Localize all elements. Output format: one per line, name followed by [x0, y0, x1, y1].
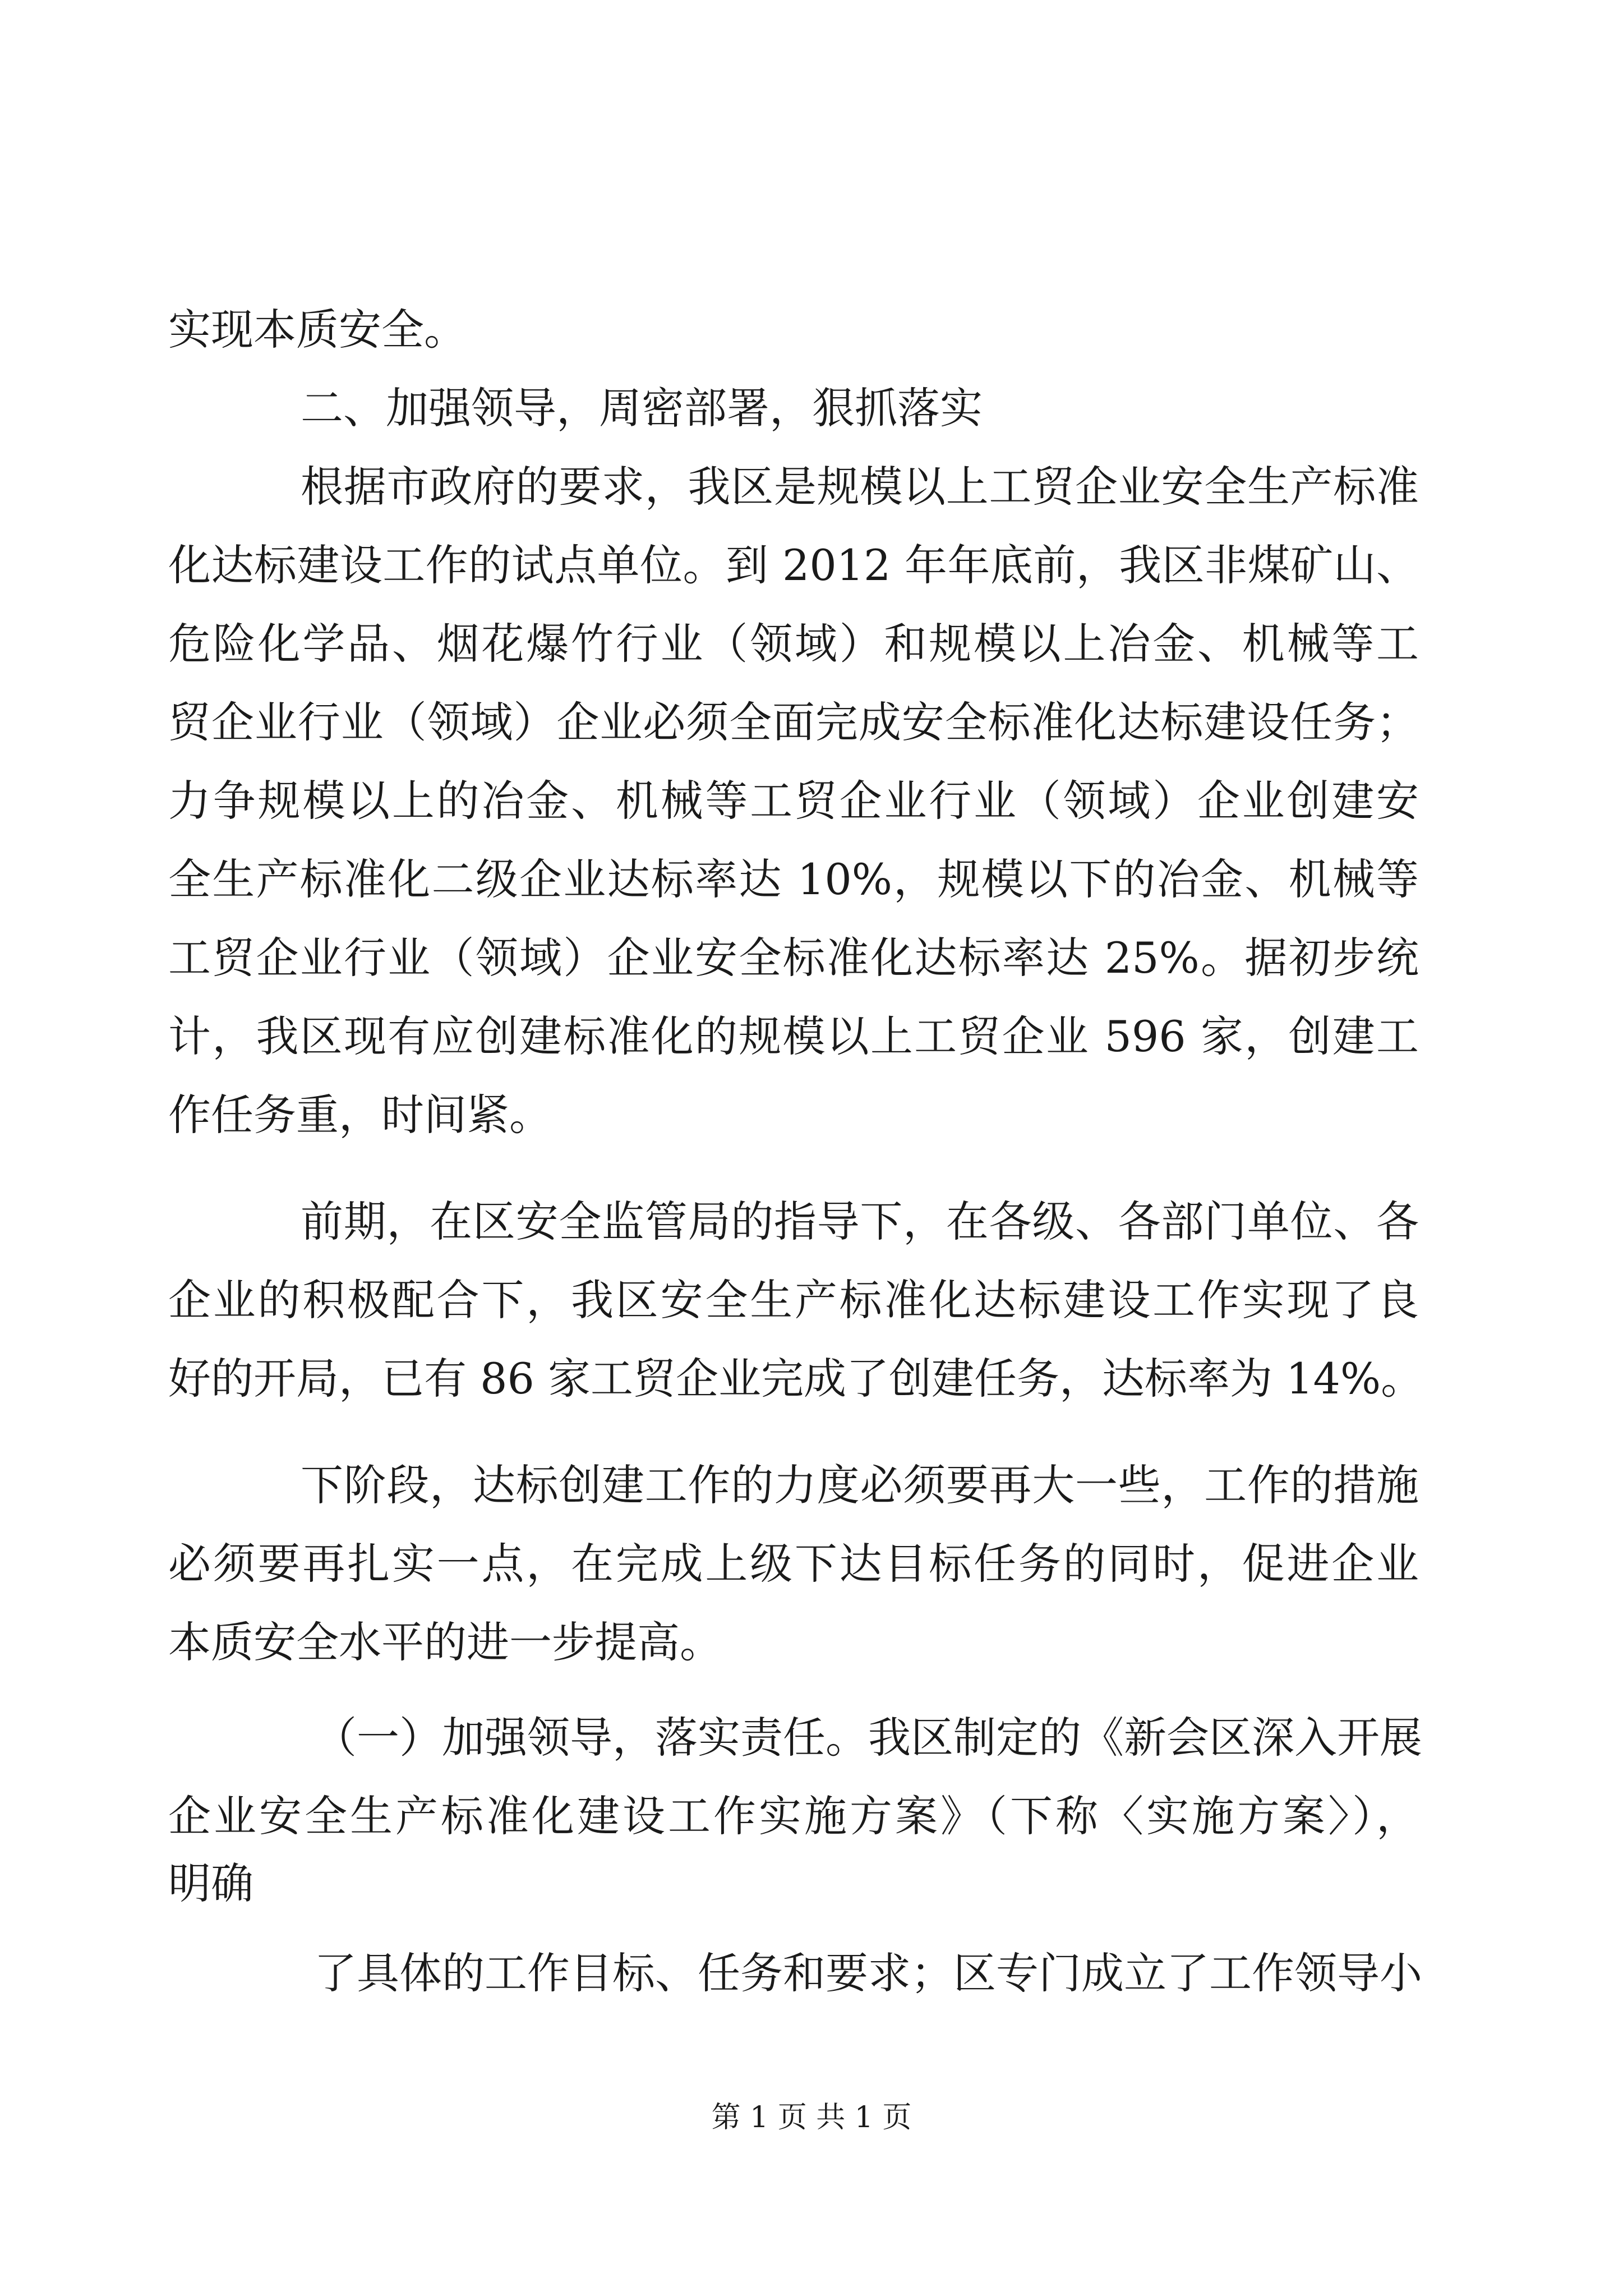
- text-line: 下阶段，达标创建工作的力度必须要再大一些，工作的措施: [301, 1460, 1419, 1510]
- subsection-line: （一）加强领导，落实责任。我区制定的《新会区深入开展: [314, 1713, 1422, 1763]
- page-number-footer: 第 1 页 共 1 页: [711, 2101, 912, 2134]
- text-line: 工贸企业行业（领域）企业安全标准化达标率达 25%。据初步统: [168, 933, 1419, 983]
- text-line: 企业的积极配合下，我区安全生产标准化达标建设工作实现了良: [168, 1275, 1419, 1325]
- text-line: 贸企业行业（领域）企业必须全面完成安全标准化达标建设任务；: [168, 697, 1419, 747]
- text-line: 计，我区现有应创建标准化的规模以上工贸企业 596 家，创建工: [168, 1011, 1419, 1061]
- text-line: 本质安全水平的进一步提高。: [168, 1617, 722, 1667]
- text-line: 必须要再扎实一点，在完成上级下达目标任务的同时，促进企业: [168, 1539, 1419, 1589]
- text-line: 好的开局，已有 86 家工贸企业完成了创建任务，达标率为 14%。: [168, 1354, 1424, 1404]
- text-line: 根据市政府的要求，我区是规模以上工贸企业安全生产标准: [301, 462, 1419, 512]
- section-heading: 二、加强领导，周密部署，狠抓落实: [301, 383, 983, 433]
- text-line: 实现本质安全。: [168, 305, 467, 355]
- text-line: 前期，在区安全监管局的指导下，在各级、各部门单位、各: [301, 1197, 1419, 1246]
- text-line: 危险化学品、烟花爆竹行业（领域）和规模以上冶金、机械等工: [168, 619, 1419, 669]
- text-line: 作任务重，时间紧。: [168, 1090, 552, 1140]
- text-line: 企业安全生产标准化建设工作实施方案》（下称〈实施方案〉），: [168, 1791, 1419, 1841]
- text-line: 化达标建设工作的试点单位。到 2012 年年底前，我区非煤矿山、: [168, 540, 1419, 590]
- text-line: 全生产标准化二级企业达标率达 10%，规模以下的冶金、机械等: [168, 854, 1419, 904]
- text-line: 明确: [168, 1858, 253, 1908]
- text-line: 力争规模以上的冶金、机械等工贸企业行业（领域）企业创建安: [168, 776, 1419, 826]
- text-line: 了具体的工作目标、任务和要求；区专门成立了工作领导小: [314, 1948, 1422, 1998]
